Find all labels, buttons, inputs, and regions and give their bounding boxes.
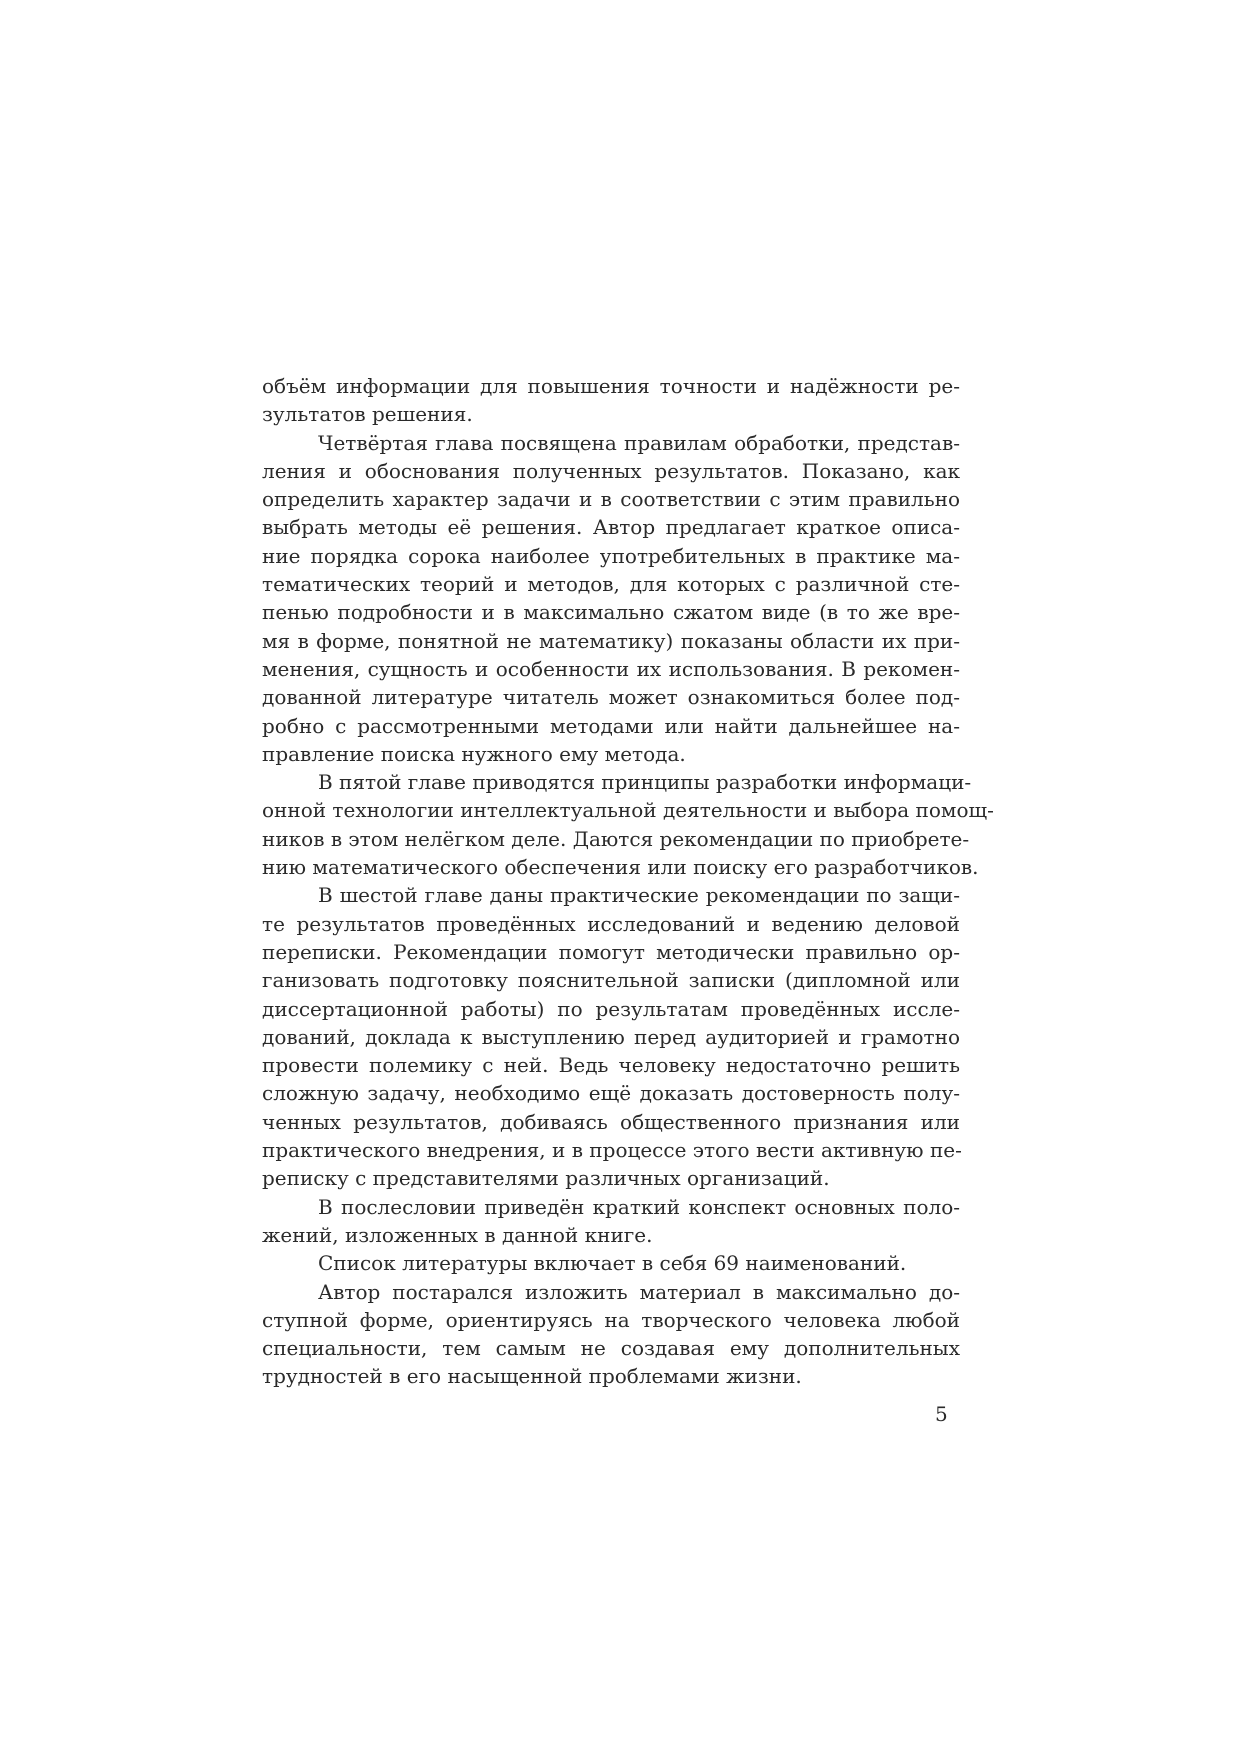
text-line: те результатов проведённых исследований и ведению деловой bbox=[262, 911, 960, 936]
text-line: ние порядка сорока наиболее употребительных в практике ма- bbox=[262, 543, 960, 568]
text-line: правление поиска нужного ему метода. bbox=[262, 741, 686, 766]
text-line: реписку с представителями различных организаций. bbox=[262, 1166, 830, 1191]
text-line: нию математического обеспечения или поиску его разработчиков. bbox=[262, 855, 979, 880]
paragraph bbox=[262, 1249, 960, 1277]
text-line: менения, сущность и особенности их использования. В рекомен- bbox=[262, 656, 960, 681]
text-line: мя в форме, понятной не математику) показаны области их при- bbox=[262, 628, 960, 653]
text-line: В шестой главе даны практические рекомендации по защи- bbox=[318, 883, 960, 908]
text-line: ченных результатов, добиваясь общественного признания или bbox=[262, 1109, 960, 1134]
paragraph bbox=[262, 1278, 960, 1391]
text-line: Автор постарался изложить материал в максимально до- bbox=[318, 1279, 960, 1304]
text-line: Четвёртая глава посвящена правилам обработки, представ- bbox=[318, 430, 960, 455]
text-line: переписки. Рекомендации помогут методически правильно ор- bbox=[262, 939, 960, 964]
text-line: Список литературы включает в себя 69 наименований. bbox=[318, 1251, 907, 1276]
text-line: В пятой главе приводятся принципы разработки информаци- bbox=[318, 770, 972, 795]
text-line: дованной литературе читатель может ознакомиться более под- bbox=[262, 685, 960, 710]
text-line: специальности, тем самым не создавая ему дополнительных bbox=[262, 1336, 960, 1361]
text-line: выбрать методы её решения. Автор предлагает краткое описа- bbox=[262, 515, 960, 540]
text-line: ления и обоснования полученных результатов. Показано, как bbox=[262, 458, 960, 483]
text-line: В послесловии приведён краткий конспект основных поло- bbox=[318, 1194, 960, 1219]
text-line: тематических теорий и методов, для которых с различной сте- bbox=[262, 572, 960, 597]
paragraph bbox=[262, 1193, 960, 1250]
text-line: ганизовать подготовку пояснительной записки (дипломной или bbox=[262, 968, 960, 993]
text-line: зультатов решения. bbox=[262, 402, 473, 427]
text-line: пенью подробности и в максимально сжатом виде (в то же вре- bbox=[262, 600, 960, 625]
text-line: практического внедрения, и в процессе этого вести активную пе- bbox=[262, 1138, 962, 1163]
text-line: робно с рассмотренными методами или найти дальнейшее на- bbox=[262, 713, 960, 738]
text-line: ступной форме, ориентируясь на творческого человека любой bbox=[262, 1307, 960, 1332]
body-text bbox=[262, 372, 994, 1391]
text-line: диссертационной работы) по результатам проведённых иссле- bbox=[262, 996, 960, 1021]
text-line: трудностей в его насыщенной проблемами жизни. bbox=[262, 1364, 802, 1389]
text-line: провести полемику с ней. Ведь человеку недостаточно решить bbox=[262, 1053, 960, 1078]
text-line: жений, изложенных в данной книге. bbox=[262, 1222, 653, 1247]
text-line: дований, доклада к выступлению перед аудиторией и грамотно bbox=[262, 1024, 960, 1049]
text-line: ников в этом нелёгком деле. Даются рекомендации по приобрете- bbox=[262, 826, 970, 851]
text-line: сложную задачу, необходимо ещё доказать достоверность полу- bbox=[262, 1081, 960, 1106]
page-number: 5 bbox=[935, 1402, 948, 1426]
paragraph bbox=[262, 768, 994, 881]
text-line: определить характер задачи и в соответствии с этим правильно bbox=[262, 487, 960, 512]
paragraph bbox=[262, 881, 960, 1192]
paragraph bbox=[262, 429, 960, 769]
text-line: онной технологии интеллектуальной деятельности и выбора помощ- bbox=[262, 798, 994, 823]
text-line: объём информации для повышения точности и надёжности ре- bbox=[262, 374, 960, 398]
paragraph bbox=[262, 372, 960, 429]
